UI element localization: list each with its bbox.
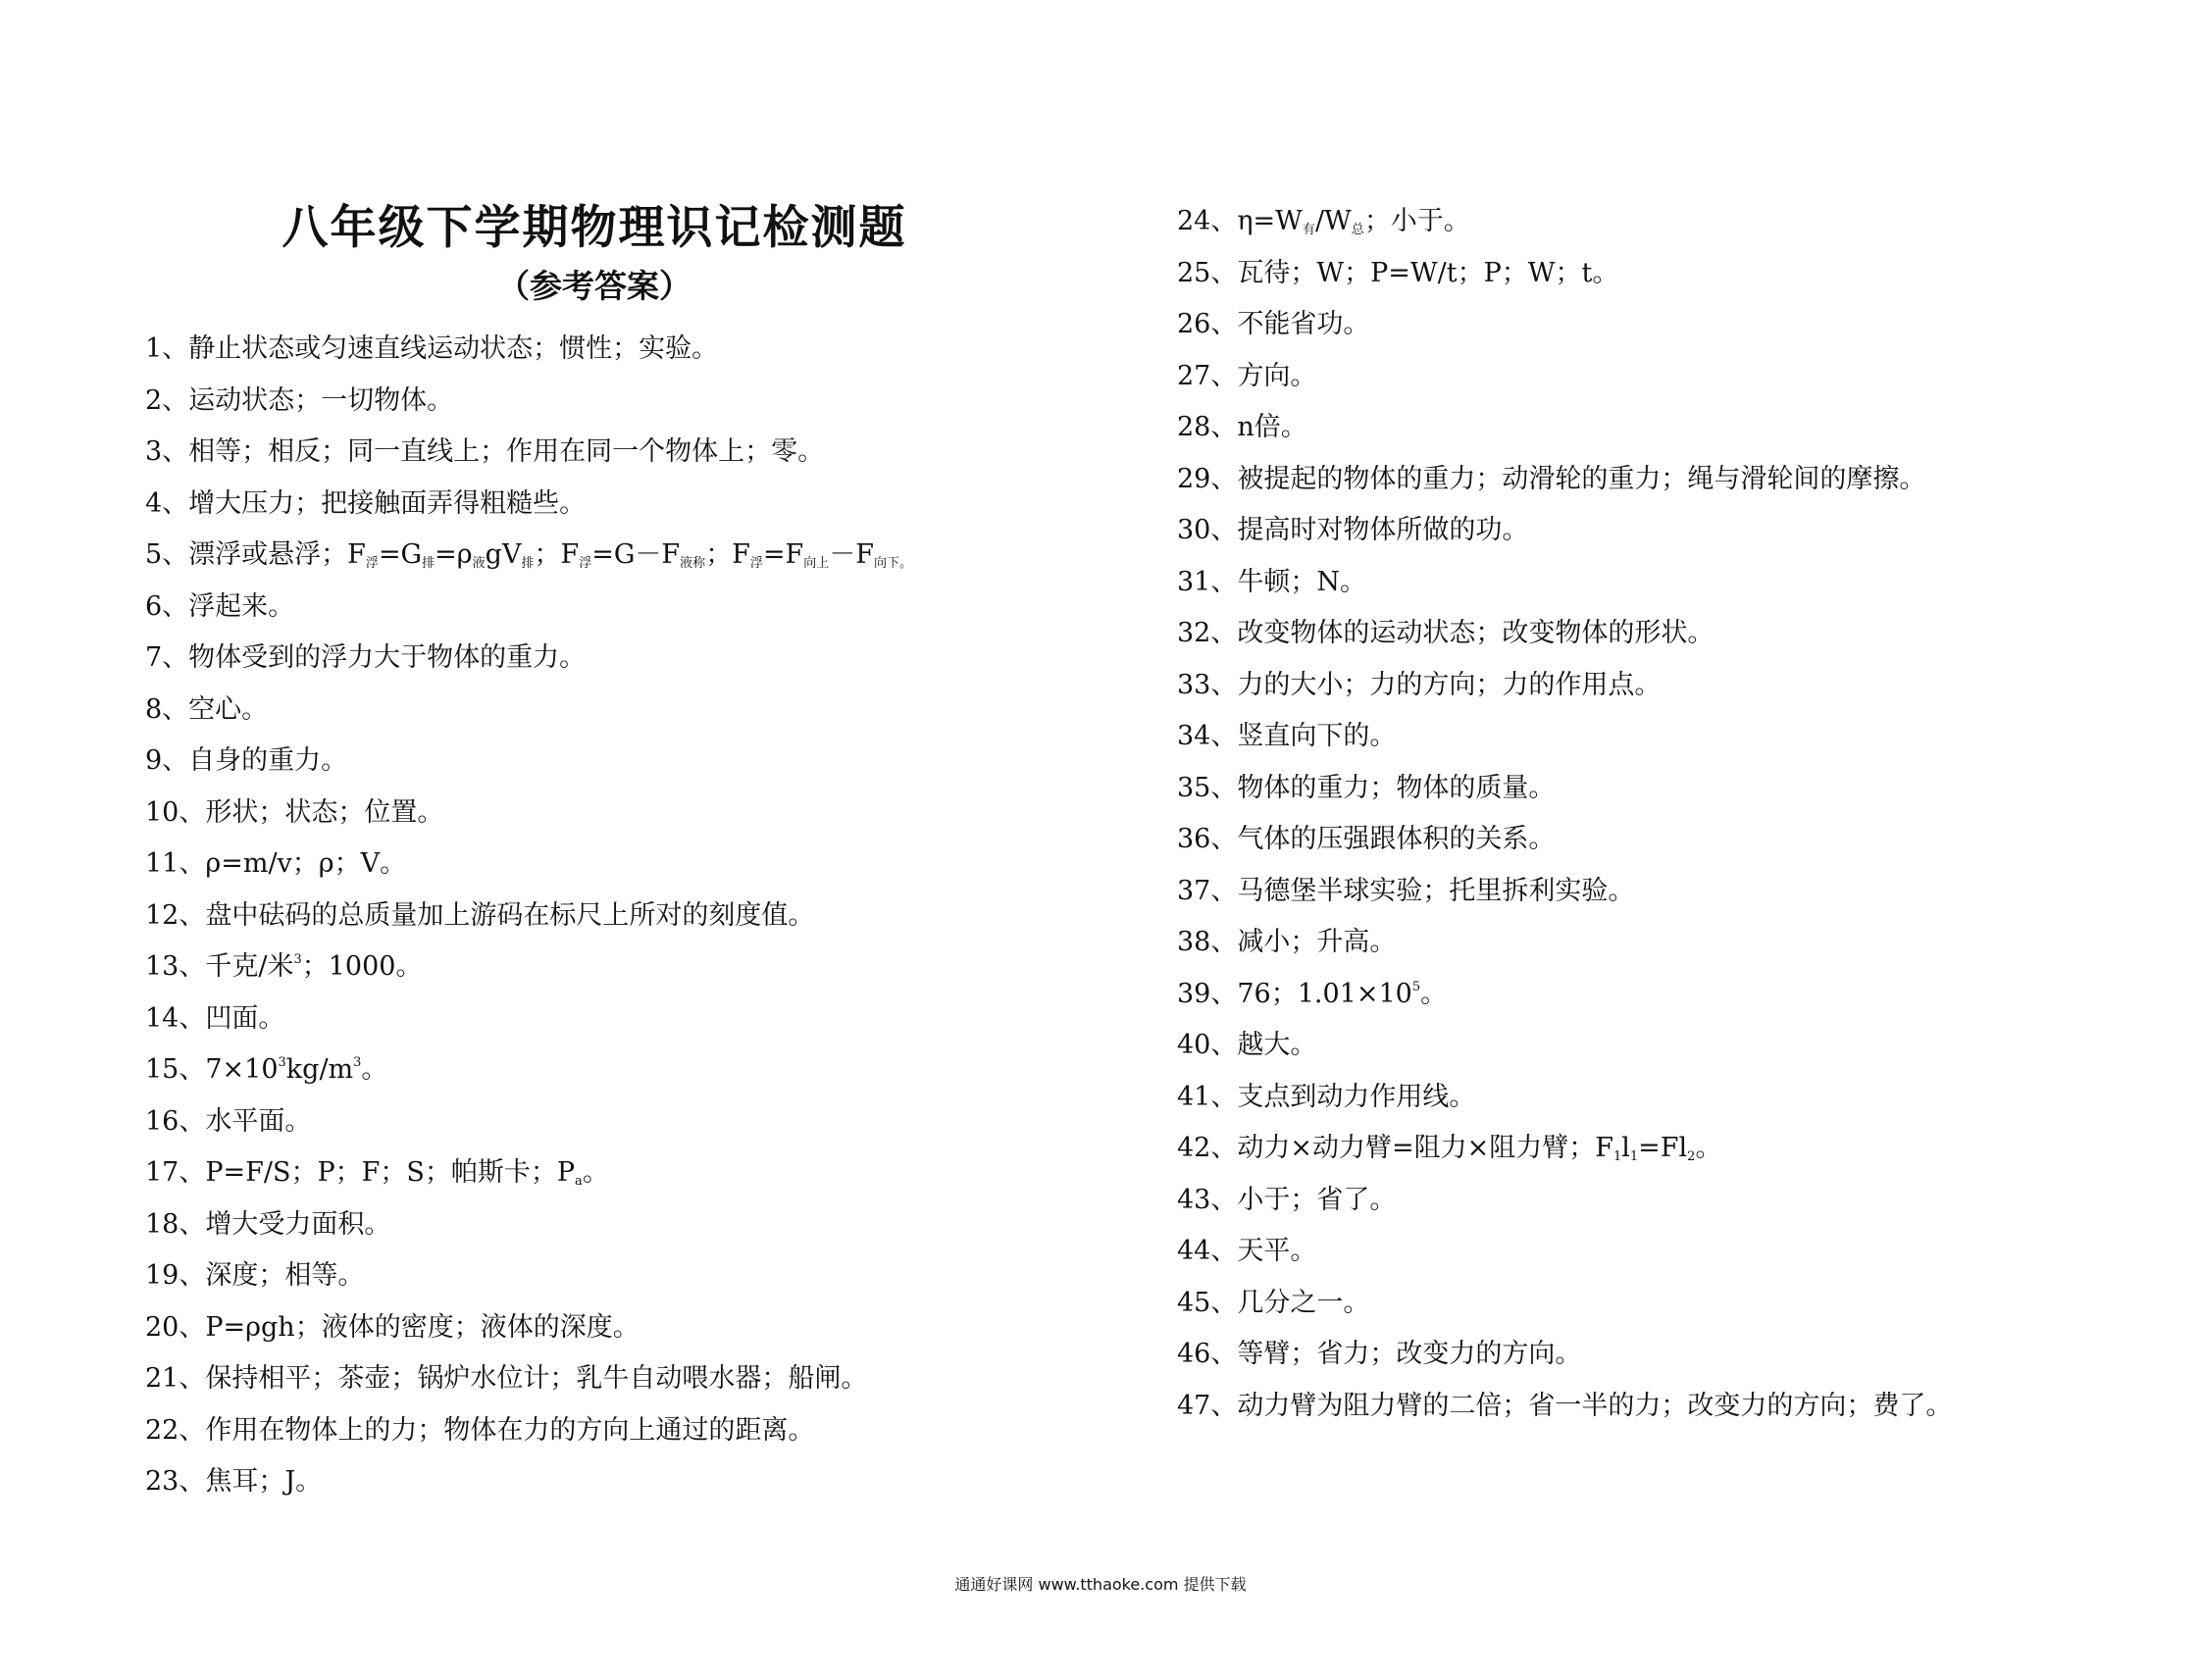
subscript: a	[575, 1174, 583, 1189]
answer-text: ；1000。	[301, 951, 423, 982]
answer-item: 43、小于；省了。	[1177, 1184, 1397, 1215]
answer-item: 4、增大压力；把接触面弄得粗糙些。	[145, 487, 587, 519]
answer-item: 46、等臂；省力；改变力的方向。	[1177, 1339, 1582, 1369]
answer-text: /W	[1314, 206, 1352, 236]
answer-text: kg/m	[285, 1054, 354, 1085]
superscript: 5	[1411, 979, 1421, 994]
answer-item: 37、马德堡半球实验；托里拆利实验。	[1177, 875, 1635, 906]
answer-list-right	[1177, 196, 2168, 1432]
answer-item	[1177, 969, 2168, 1021]
answer-item: 12、盘中砝码的总质量加上游码在标尺上所对的刻度值。	[145, 899, 815, 931]
answer-item: 44、天平。	[1177, 1236, 1317, 1266]
answer-item: 26、不能省功。	[1177, 309, 1370, 339]
answer-item: 32、改变物体的运动状态；改变物体的形状。	[1177, 618, 1715, 648]
answer-item: 8、空心。	[145, 693, 269, 725]
answer-text: 17、P=F/S；P；F；S；帕斯卡；P	[145, 1157, 576, 1188]
answer-text: 15、7×10	[145, 1054, 279, 1085]
answer-text: 。	[1695, 1133, 1722, 1163]
answer-text: 。	[1420, 978, 1448, 1009]
answer-item: 36、气体的压强跟体积的关系。	[1177, 824, 1556, 854]
subscript: 2	[1687, 1149, 1696, 1164]
subscript: 排	[521, 556, 535, 571]
subscript: 有	[1302, 223, 1315, 237]
answer-text: －F	[829, 539, 875, 570]
page-title: 八年级下学期物理识记检测题	[282, 201, 907, 255]
answer-text: =G－F	[591, 539, 681, 570]
page-subtitle: （参考答案）	[497, 267, 691, 305]
answer-item: 1、静止状态或匀速直线运动状态；惯性；实验。	[145, 333, 719, 364]
answer-item: 22、作用在物体上的力；物体在力的方向上通过的距离。	[145, 1414, 815, 1446]
subscript: 1	[1612, 1149, 1622, 1164]
answer-item: 7、物体受到的浮力大于物体的重力。	[145, 642, 587, 673]
answer-item: 3、相等；相反；同一直线上；作用在同一个物体上；零。	[145, 436, 825, 467]
answer-item: 27、方向。	[1177, 360, 1317, 391]
answer-text: =F	[762, 539, 804, 570]
subscript: 浮	[579, 556, 592, 571]
answer-item: 6、浮起来。	[145, 590, 295, 622]
answer-item	[145, 1147, 1136, 1199]
answer-text: 。	[582, 1157, 609, 1188]
answer-list-left	[145, 324, 1136, 1508]
answer-item: 20、P=ρgh；液体的密度；液体的深度。	[145, 1311, 640, 1343]
answer-item	[145, 942, 1136, 993]
answer-text: 5、漂浮或悬浮；F	[145, 539, 366, 570]
answer-item: 11、ρ=m/v；ρ；V。	[145, 848, 407, 879]
answer-text: l	[1621, 1133, 1630, 1163]
answer-item: 10、形状；状态；位置。	[145, 796, 444, 828]
subscript: 1	[1629, 1149, 1639, 1164]
subscript: 液称	[680, 556, 706, 571]
answer-text: =G	[378, 539, 423, 570]
subscript: 总	[1351, 223, 1364, 237]
answer-item: 21、保持相平；茶壶；锅炉水位计；乳牛自动喂水器；船闸。	[145, 1363, 868, 1394]
answer-item: 14、凹面。	[145, 1002, 285, 1034]
answer-item: 40、越大。	[1177, 1030, 1317, 1060]
answer-item: 45、几分之一。	[1177, 1287, 1370, 1318]
answer-text: 24、η=W	[1177, 206, 1303, 236]
answer-item: 23、焦耳；J。	[145, 1466, 323, 1497]
answer-item: 2、运动状态；一切物体。	[145, 384, 454, 416]
answer-item: 18、增大受力面积。	[145, 1208, 391, 1240]
answer-item: 30、提高时对物体所做的功。	[1177, 515, 1529, 545]
answer-item: 25、瓦待；W；P=W/t；P；W；t。	[1177, 257, 1619, 288]
footer-credit: 通通好课网 www.tthaoke.com 提供下载	[954, 1575, 1247, 1594]
subscript: 液	[472, 556, 486, 571]
answer-item: 47、动力臂为阻力臂的二倍；省一半的力；改变力的方向；费了。	[1177, 1390, 1953, 1421]
answer-text: 39、76；1.01×10	[1177, 978, 1412, 1009]
answer-item: 29、被提起的物体的重力；动滑轮的重力；绳与滑轮间的摩擦。	[1177, 463, 1926, 494]
answer-text: 42、动力×动力臂=阻力×阻力臂；F	[1177, 1133, 1613, 1163]
answer-text: gV	[485, 539, 522, 570]
answer-item: 19、深度；相等。	[145, 1260, 365, 1291]
answer-item: 34、竖直向下的。	[1177, 721, 1397, 751]
superscript: 3	[293, 952, 302, 967]
subscript: 浮	[365, 556, 379, 571]
answer-item	[1177, 196, 2168, 248]
answer-text: =Fl	[1638, 1133, 1688, 1163]
answer-item: 31、牛顿；N。	[1177, 566, 1366, 597]
answer-item: 16、水平面。	[145, 1105, 312, 1137]
answer-item: 38、减小；升高。	[1177, 927, 1397, 957]
answer-text: =ρ	[435, 539, 473, 570]
answer-text: ；F	[534, 539, 580, 570]
answer-item	[1177, 1123, 2168, 1175]
answer-item: 35、物体的重力；物体的质量。	[1177, 772, 1556, 803]
answer-item	[145, 1044, 1136, 1096]
answer-text: ；小于。	[1363, 206, 1470, 236]
subscript: 排	[422, 556, 435, 571]
answer-text: 。	[361, 1054, 388, 1085]
answer-item	[145, 530, 1136, 582]
answer-item: 33、力的大小；力的方向；力的作用点。	[1177, 669, 1662, 700]
answer-text: 13、千克/米	[145, 951, 294, 982]
answer-item: 9、自身的重力。	[145, 745, 348, 776]
subscript: 浮	[749, 556, 763, 571]
superscript: 3	[278, 1055, 286, 1070]
subscript: 向下。	[874, 556, 913, 571]
superscript: 3	[353, 1055, 362, 1070]
answer-item: 28、n倍。	[1177, 412, 1307, 442]
answer-item: 41、支点到动力作用线。	[1177, 1081, 1476, 1112]
answer-text: ；F	[705, 539, 750, 570]
subscript: 向上	[803, 556, 830, 571]
